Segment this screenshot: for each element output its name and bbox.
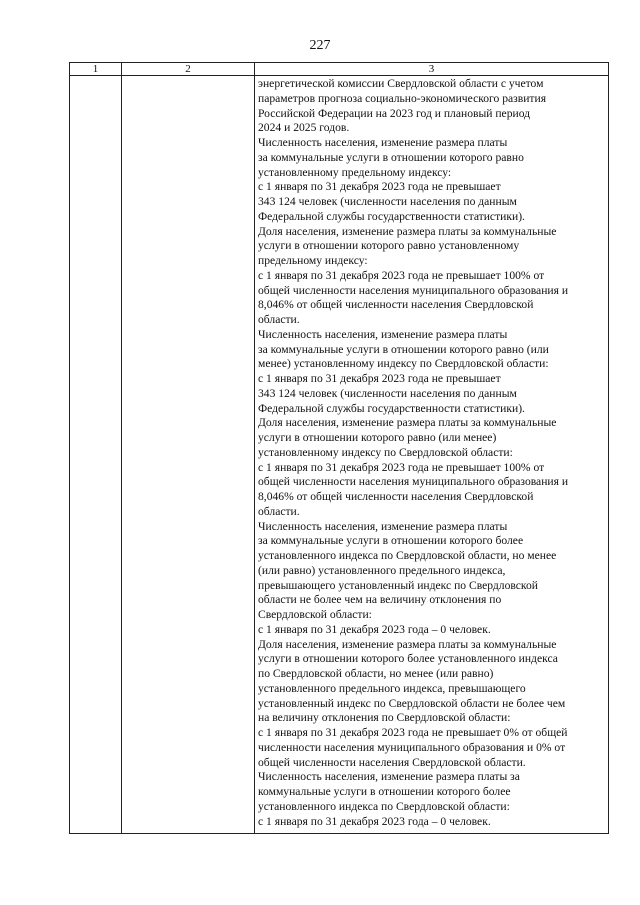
- text-line: предельному индексу:: [258, 254, 368, 267]
- text-line: параметров прогноза социально-экономического развития: [258, 91, 547, 105]
- cell-text-block: [255, 76, 608, 829]
- text-line: Российской Федерации на 2023 год и плановый период: [258, 106, 531, 120]
- column-header-1: 1: [70, 63, 122, 76]
- text-line: общей численности населения муниципального образования и: [258, 475, 569, 489]
- text-line: 343 124 человек (численности населения по данным: [258, 195, 517, 208]
- text-line: 343 124 человек (численности населения по данным: [258, 386, 517, 400]
- text-line: услуги в отношении которого более установленного индекса: [258, 652, 558, 666]
- text-line: превышающего установленный индекс по Свердловской: [258, 578, 538, 592]
- page-number: 227: [309, 38, 331, 53]
- table-cell-col2: [122, 76, 255, 834]
- text-line: общей численности населения муниципального образования и: [258, 283, 569, 297]
- text-line: Доля населения, изменение размера платы за коммунальные: [258, 224, 557, 238]
- text-line: за коммунальные услуги в отношении которого более: [258, 534, 524, 548]
- text-line: услуги в отношении которого равно (или менее): [258, 431, 497, 444]
- text-line: установленного индекса по Свердловской области, но менее: [258, 549, 557, 562]
- text-line: с 1 января по 31 декабря 2023 года не превышает: [258, 372, 501, 385]
- text-line: установленному индексу по Свердловской области:: [258, 445, 513, 459]
- text-line: области не более чем на величину отклонения по: [258, 593, 502, 607]
- text-line: 8,046% от общей численности населения Свердловской: [258, 298, 534, 312]
- text-line: с 1 января по 31 декабря 2023 года – 0 человек.: [258, 814, 491, 828]
- text-line: коммунальные услуги в отношении которого более: [258, 785, 511, 798]
- text-line: за коммунальные услуги в отношении которого равно (или: [258, 342, 549, 356]
- text-line: на величину отклонения по Свердловской области:: [258, 711, 511, 725]
- text-line: области.: [258, 313, 300, 326]
- text-line: установленного предельного индекса, превышающего: [258, 681, 526, 695]
- table-header-row: [70, 63, 609, 76]
- text-line: численности населения муниципального образования и 0% от: [258, 740, 566, 754]
- text-line: Численность населения, изменение размера платы за: [258, 770, 520, 784]
- text-line: области.: [258, 504, 300, 518]
- text-line: установленного индекса по Свердловской области:: [258, 799, 510, 813]
- text-line: менее) установленному индексу по Свердловской области:: [258, 357, 549, 371]
- text-line: Численность населения, изменение размера платы: [258, 519, 508, 533]
- text-line: 8,046% от общей численности населения Свердловской: [258, 490, 534, 503]
- text-line: установленный индекс по Свердловской области не более чем: [258, 696, 566, 710]
- column-header-2: 2: [122, 63, 255, 76]
- text-line: за коммунальные услуги в отношении которого равно: [258, 150, 524, 164]
- text-line: (или равно) установленного предельного индекса,: [258, 563, 506, 577]
- text-line: Доля населения, изменение размера платы за коммунальные: [258, 416, 557, 430]
- text-line: по Свердловской области, но менее (или равно): [258, 667, 494, 680]
- text-line: Доля населения, изменение размера платы за коммунальные: [258, 637, 557, 651]
- text-line: Численность населения, изменение размера платы: [258, 327, 508, 341]
- document-table: [69, 62, 609, 834]
- text-line: Свердловской области:: [258, 608, 372, 621]
- text-line: установленному предельному индексу:: [258, 165, 452, 179]
- text-line: общей численности населения Свердловской области.: [258, 755, 526, 769]
- table-cell-col3: [255, 76, 609, 834]
- column-header-3: 3: [255, 63, 609, 76]
- text-line: энергетической комиссии Свердловской области с учетом: [258, 77, 544, 90]
- text-line: с 1 января по 31 декабря 2023 года – 0 человек.: [258, 622, 491, 636]
- text-line: с 1 января по 31 декабря 2023 года не превышает 0% от общей: [258, 726, 568, 739]
- text-line: с 1 января по 31 декабря 2023 года не превышает 100% от: [258, 268, 545, 282]
- text-line: с 1 января по 31 декабря 2023 года не превышает: [258, 180, 501, 194]
- text-line: Численность населения, изменение размера платы: [258, 136, 508, 149]
- text-line: 2024 и 2025 годов.: [258, 121, 350, 135]
- text-line: с 1 января по 31 декабря 2023 года не превышает 100% от: [258, 460, 545, 474]
- table-cell-col1: [70, 76, 122, 834]
- text-line: услуги в отношении которого равно установленному: [258, 239, 520, 253]
- table-row: [70, 76, 609, 834]
- text-line: Федеральной службы государственности статистики).: [258, 401, 525, 415]
- text-line: Федеральной службы государственности статистики).: [258, 209, 525, 223]
